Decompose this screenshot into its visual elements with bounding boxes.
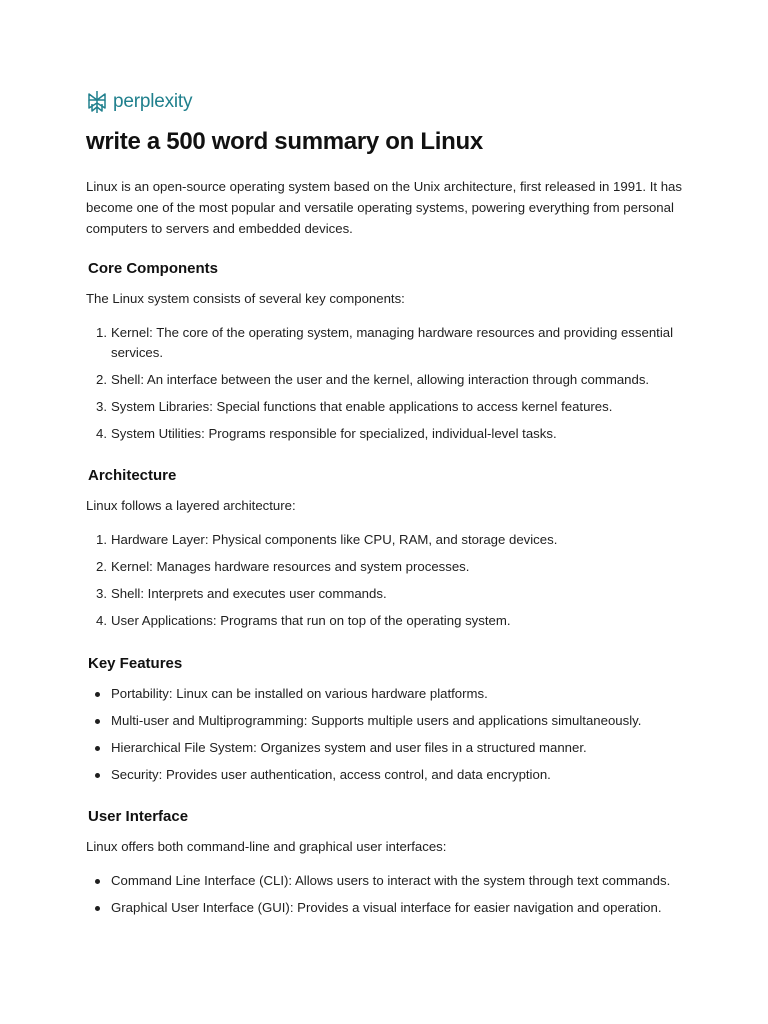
list-item: 3. Shell: Interprets and executes user commands. bbox=[96, 586, 387, 601]
section-lead: The Linux system consists of several key components: bbox=[86, 291, 405, 306]
list-item: 4. User Applications: Programs that run on top of the operating system. bbox=[96, 613, 511, 628]
list-item: 1. Hardware Layer: Physical components like CPU, RAM, and storage devices. bbox=[96, 532, 558, 547]
intro-paragraph: Linux is an open-source operating system based on the Unix architecture, first released in 1991. It has become one of the most popular and versatile operating systems, powering everything from personal computers to servers and embedded devices. bbox=[86, 179, 682, 236]
section-architecture bbox=[86, 467, 696, 638]
section-core-components bbox=[86, 260, 696, 451]
page-title: write a 500 word summary on Linux bbox=[86, 128, 483, 155]
section-heading: Key Features bbox=[88, 655, 183, 672]
list-item: Graphical User Interface (GUI): Provides a visual interface for easier navigation and operation. bbox=[86, 898, 696, 918]
list-item: 1. Kernel: The core of the operating system, managing hardware resources and providing essential services. bbox=[96, 325, 674, 360]
section-user-interface bbox=[86, 808, 696, 925]
section-heading: User Interface bbox=[88, 808, 189, 825]
perplexity-logo-icon bbox=[86, 90, 108, 114]
list-item: Multi-user and Multiprogramming: Supports multiple users and applications simultaneously. bbox=[86, 711, 696, 731]
list-item: 2. Shell: An interface between the user and the kernel, allowing interaction through commands. bbox=[96, 372, 650, 387]
list-item: Portability: Linux can be installed on various hardware platforms. bbox=[86, 684, 696, 704]
list-item: Security: Provides user authentication, access control, and data encryption. bbox=[86, 765, 696, 785]
list-item: Hierarchical File System: Organizes system and user files in a structured manner. bbox=[86, 738, 696, 758]
bullet-list bbox=[86, 684, 696, 785]
list-item: Command Line Interface (CLI): Allows users to interact with the system through text commands. bbox=[86, 871, 696, 891]
bullet-list bbox=[86, 871, 696, 918]
list-item: 4. System Utilities: Programs responsible for specialized, individual-level tasks. bbox=[96, 426, 557, 441]
brand-header bbox=[86, 88, 696, 116]
list-item: 3. System Libraries: Special functions that enable applications to access kernel features. bbox=[96, 399, 613, 414]
list-item: 2. Kernel: Manages hardware resources and system processes. bbox=[96, 559, 470, 574]
section-heading: Architecture bbox=[88, 467, 177, 484]
section-lead: Linux follows a layered architecture: bbox=[86, 498, 296, 513]
section-heading: Core Components bbox=[88, 260, 219, 277]
section-key-features bbox=[86, 655, 696, 792]
brand-name: perplexity bbox=[113, 91, 193, 112]
document-page bbox=[86, 88, 696, 915]
numbered-list bbox=[86, 323, 696, 444]
numbered-list bbox=[86, 530, 696, 631]
section-lead: Linux offers both command-line and graphical user interfaces: bbox=[86, 839, 447, 854]
